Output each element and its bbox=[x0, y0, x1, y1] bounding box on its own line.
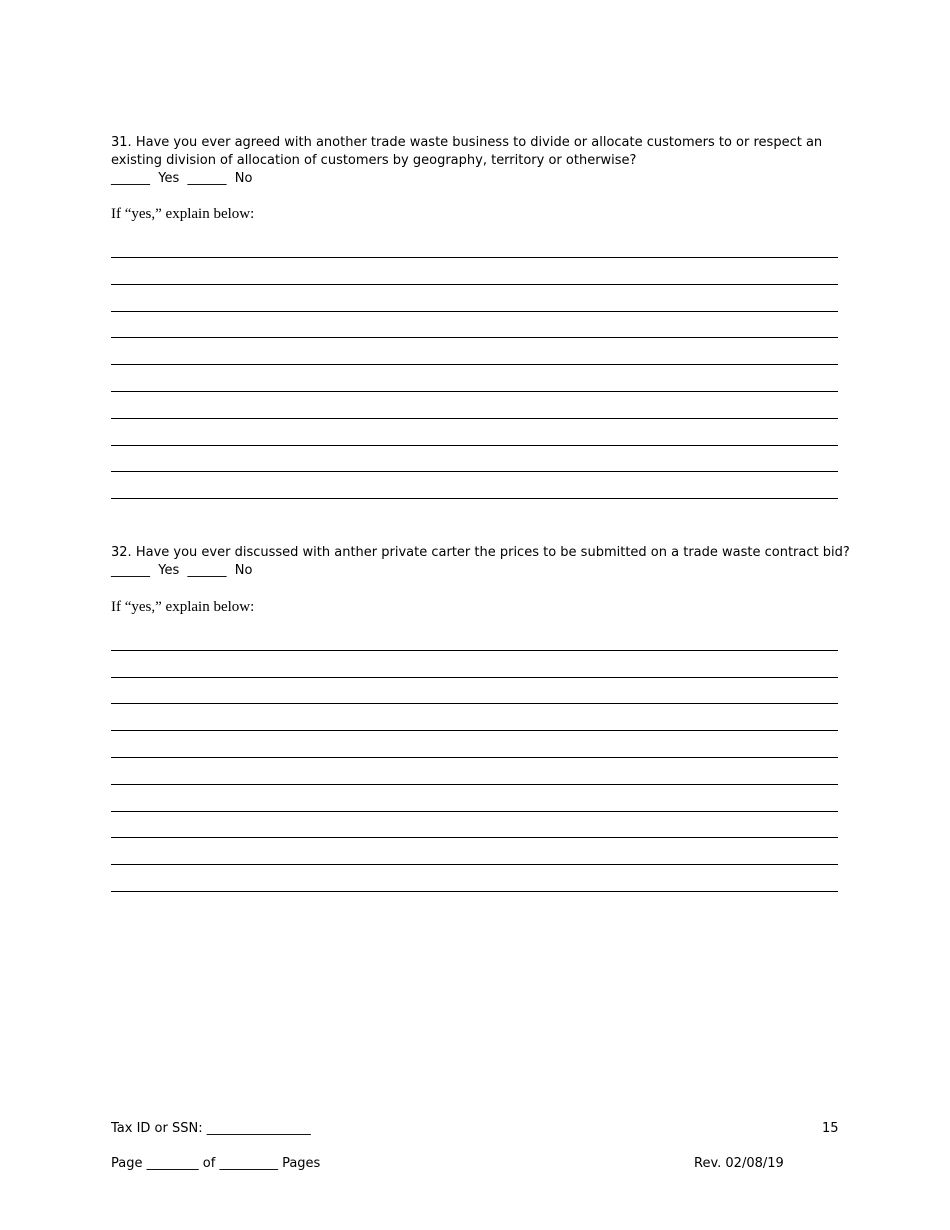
question-32-text bbox=[111, 544, 851, 562]
question-32-explain-label: If “yes,” explain below: bbox=[111, 599, 255, 615]
question-31-number: 31. bbox=[111, 135, 132, 150]
answer-line[interactable] bbox=[111, 730, 838, 731]
question-31 bbox=[111, 134, 851, 188]
answer-line[interactable] bbox=[111, 391, 838, 392]
question-32-no-label: No bbox=[234, 563, 253, 578]
answer-line[interactable] bbox=[111, 811, 838, 812]
question-32-body: Have you ever discussed with anther private carter the prices to be submitted on a trade waste contract bid? bbox=[135, 545, 850, 560]
answer-line[interactable] bbox=[111, 837, 838, 838]
page-label: Page bbox=[111, 1156, 143, 1171]
page-count-field bbox=[111, 1156, 320, 1172]
answer-line[interactable] bbox=[111, 891, 838, 892]
revision-date: Rev. 02/08/19 bbox=[694, 1156, 784, 1171]
answer-line[interactable] bbox=[111, 757, 838, 758]
question-31-yes-blank[interactable]: ______ bbox=[111, 171, 150, 186]
question-31-no-blank[interactable]: ______ bbox=[187, 171, 227, 186]
pages-label: Pages bbox=[282, 1156, 321, 1171]
answer-line[interactable] bbox=[111, 471, 838, 472]
answer-line[interactable] bbox=[111, 784, 838, 785]
of-label: of bbox=[202, 1156, 216, 1171]
answer-line[interactable] bbox=[111, 864, 838, 865]
question-31-text bbox=[111, 134, 851, 170]
question-32 bbox=[111, 544, 851, 580]
tax-id-label: Tax ID or SSN: bbox=[111, 1121, 203, 1136]
page-number: 15 bbox=[822, 1121, 839, 1136]
answer-line[interactable] bbox=[111, 337, 838, 338]
answer-line[interactable] bbox=[111, 364, 838, 365]
question-32-number: 32. bbox=[111, 545, 132, 560]
question-31-no-label: No bbox=[234, 171, 253, 186]
question-31-explain-label: If “yes,” explain below: bbox=[111, 206, 255, 222]
question-32-yes-label: Yes bbox=[158, 563, 180, 578]
answer-line[interactable] bbox=[111, 677, 838, 678]
tax-id-blank[interactable]: ________________ bbox=[206, 1121, 311, 1136]
question-31-body: Have you ever agreed with another trade waste business to divide or allocate customers to or respect an existing division of allocation of customers by geography, territory or otherwise? bbox=[111, 135, 823, 168]
answer-line[interactable] bbox=[111, 498, 838, 499]
answer-line[interactable] bbox=[111, 257, 838, 258]
page-blank-total[interactable]: _________ bbox=[219, 1156, 278, 1171]
answer-line[interactable] bbox=[111, 650, 838, 651]
question-32-no-blank[interactable]: ______ bbox=[187, 563, 227, 578]
answer-line[interactable] bbox=[111, 445, 838, 446]
question-31-yes-label: Yes bbox=[158, 171, 180, 186]
question-32-yes-no bbox=[111, 562, 851, 580]
question-31-yes-no bbox=[111, 170, 851, 188]
page-blank-current[interactable]: ________ bbox=[146, 1156, 199, 1171]
answer-line[interactable] bbox=[111, 703, 838, 704]
tax-id-field bbox=[111, 1121, 311, 1137]
question-32-yes-blank[interactable]: ______ bbox=[111, 563, 150, 578]
answer-line[interactable] bbox=[111, 418, 838, 419]
answer-line[interactable] bbox=[111, 311, 838, 312]
answer-line[interactable] bbox=[111, 284, 838, 285]
